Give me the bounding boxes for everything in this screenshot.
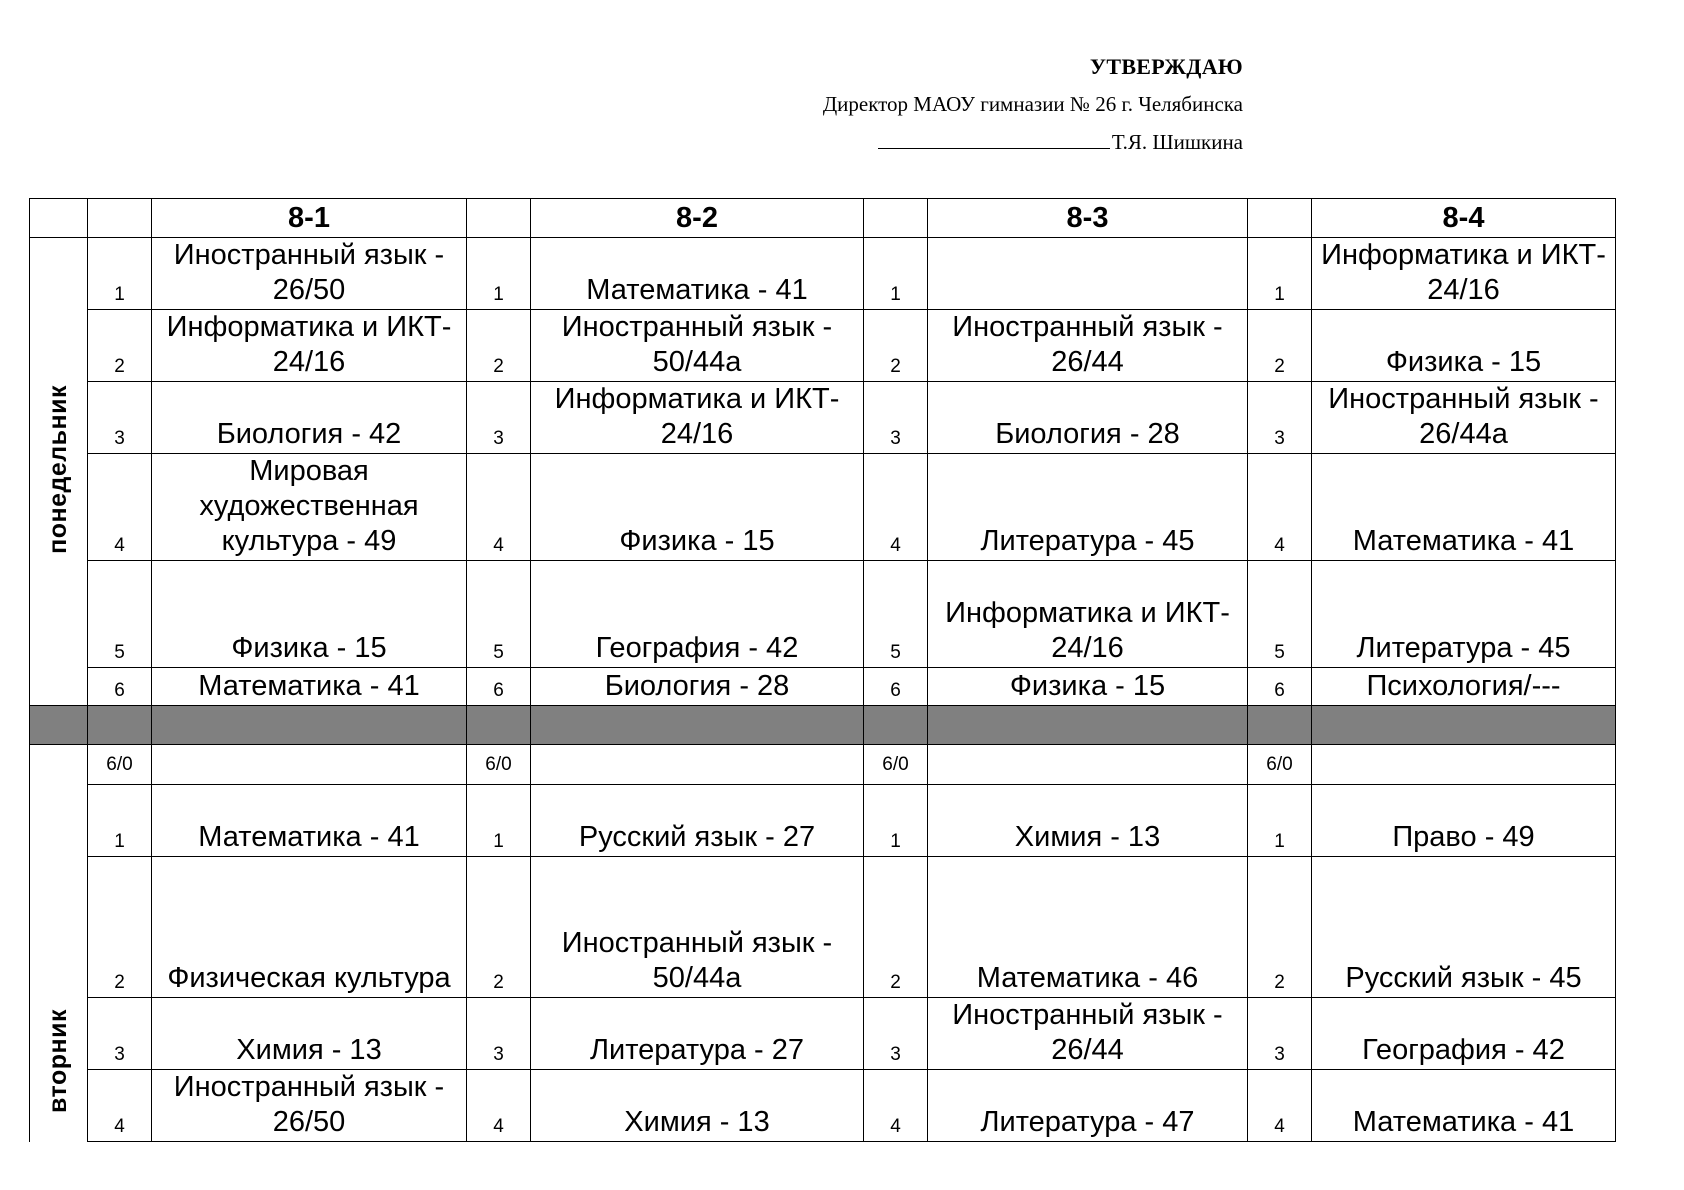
lesson-number: 5: [864, 561, 928, 668]
lesson-cell: Химия - 13: [928, 785, 1248, 857]
lesson-cell: Математика - 46: [928, 857, 1248, 998]
lesson-row: [30, 310, 1616, 382]
lesson-cell: Биология - 28: [531, 668, 864, 706]
lesson-number: 4: [1248, 1070, 1312, 1142]
ratio-row: [30, 745, 1616, 785]
lesson-number: 5: [1248, 561, 1312, 668]
lesson-cell: Математика - 41: [1312, 454, 1616, 561]
approval-director: Директор МАОУ гимназии № 26 г. Челябинска: [822, 92, 1243, 116]
lesson-cell: [928, 238, 1248, 310]
approval-signature: [878, 130, 1243, 155]
lesson-number: 4: [88, 454, 152, 561]
lesson-cell: Литература - 27: [531, 998, 864, 1070]
lesson-cell: Математика - 41: [1312, 1070, 1616, 1142]
class-header: 8-1: [152, 199, 467, 238]
lesson-cell: Право - 49: [1312, 785, 1616, 857]
lesson-cell: Математика - 41: [152, 785, 467, 857]
lesson-cell: Биология - 28: [928, 382, 1248, 454]
lesson-cell: Русский язык - 27: [531, 785, 864, 857]
lesson-cell: Литература - 45: [928, 454, 1248, 561]
lesson-number: 5: [88, 561, 152, 668]
day-label-cell: [30, 745, 88, 1142]
lesson-row: [30, 857, 1616, 998]
corner-cell: [30, 199, 88, 238]
lesson-row: [30, 454, 1616, 561]
lesson-cell: Иностранный язык - 26/44: [928, 310, 1248, 382]
lesson-number: 2: [1248, 857, 1312, 998]
lesson-number: 4: [467, 1070, 531, 1142]
lesson-number: 6: [88, 668, 152, 706]
lesson-number: 2: [467, 310, 531, 382]
ratio-cell: 6/0: [88, 745, 152, 785]
lesson-cell: Психология/---: [1312, 668, 1616, 706]
lesson-number: 4: [1248, 454, 1312, 561]
lesson-cell: Физическая культура: [152, 857, 467, 998]
lesson-number: 2: [864, 310, 928, 382]
lesson-number: 6: [467, 668, 531, 706]
lesson-number: 1: [467, 238, 531, 310]
lesson-number: 6: [864, 668, 928, 706]
lesson-cell: Информатика и ИКТ- 24/16: [531, 382, 864, 454]
lesson-number: 3: [88, 998, 152, 1070]
class-header: 8-2: [531, 199, 864, 238]
lesson-number: 3: [864, 382, 928, 454]
lesson-cell: Информатика и ИКТ- 24/16: [152, 310, 467, 382]
lesson-number: 4: [864, 1070, 928, 1142]
lesson-cell: Иностранный язык - 26/50: [152, 1070, 467, 1142]
lesson-cell: Информатика и ИКТ- 24/16: [928, 561, 1248, 668]
lesson-cell: Литература - 45: [1312, 561, 1616, 668]
lesson-number: 2: [1248, 310, 1312, 382]
lesson-cell: Информатика и ИКТ- 24/16: [1312, 238, 1616, 310]
lesson-cell: Иностранный язык - 26/44а: [1312, 382, 1616, 454]
lesson-number: 4: [864, 454, 928, 561]
lesson-number: 1: [864, 785, 928, 857]
ratio-cell: 6/0: [1248, 745, 1312, 785]
lesson-number: 1: [1248, 238, 1312, 310]
lesson-number: 3: [88, 382, 152, 454]
lesson-row: [30, 238, 1616, 310]
approval-title: УТВЕРЖДАЮ: [1089, 54, 1243, 79]
lesson-cell: География - 42: [1312, 998, 1616, 1070]
lesson-cell: Иностранный язык - 26/44: [928, 998, 1248, 1070]
header-row: [30, 199, 1616, 238]
schedule-table: [29, 198, 1616, 1142]
lesson-row: [30, 668, 1616, 706]
lesson-number: 1: [467, 785, 531, 857]
lesson-cell: Физика - 15: [152, 561, 467, 668]
lesson-number: 4: [88, 1070, 152, 1142]
lesson-number: 2: [88, 310, 152, 382]
lesson-row: [30, 382, 1616, 454]
lesson-number: 6: [1248, 668, 1312, 706]
signature-line: [878, 130, 1110, 149]
lesson-cell: Мировая художественная культура - 49: [152, 454, 467, 561]
lesson-cell: Русский язык - 45: [1312, 857, 1616, 998]
lesson-cell: Химия - 13: [152, 998, 467, 1070]
lesson-number: 5: [467, 561, 531, 668]
lesson-number: 2: [88, 857, 152, 998]
lesson-number: 2: [864, 857, 928, 998]
lesson-cell: Литература - 47: [928, 1070, 1248, 1142]
lesson-number: 3: [1248, 382, 1312, 454]
lesson-number: 3: [467, 998, 531, 1070]
lesson-number: 1: [1248, 785, 1312, 857]
lesson-cell: Физика - 15: [531, 454, 864, 561]
lesson-cell: Иностранный язык - 50/44а: [531, 857, 864, 998]
lesson-row: [30, 998, 1616, 1070]
lesson-number: 3: [467, 382, 531, 454]
lesson-row: [30, 785, 1616, 857]
lesson-cell: Физика - 15: [928, 668, 1248, 706]
lesson-number: 1: [88, 785, 152, 857]
day-label-cell: [30, 238, 88, 706]
lesson-number: 1: [88, 238, 152, 310]
lesson-cell: Химия - 13: [531, 1070, 864, 1142]
lesson-cell: География - 42: [531, 561, 864, 668]
lesson-number: 3: [1248, 998, 1312, 1070]
ratio-cell: 6/0: [467, 745, 531, 785]
lesson-cell: Биология - 42: [152, 382, 467, 454]
day-separator-row: [30, 706, 1616, 745]
lesson-number: 4: [467, 454, 531, 561]
lesson-row: [30, 561, 1616, 668]
lesson-number: 1: [864, 238, 928, 310]
lesson-cell: Математика - 41: [152, 668, 467, 706]
day-label: вторник: [44, 1008, 72, 1113]
day-label: понедельник: [44, 384, 72, 554]
lesson-cell: Физика - 15: [1312, 310, 1616, 382]
lesson-number: 2: [467, 857, 531, 998]
class-header: 8-3: [928, 199, 1248, 238]
lesson-cell: Математика - 41: [531, 238, 864, 310]
approval-signer: Т.Я. Шишкина: [1111, 130, 1243, 154]
lesson-cell: Иностранный язык - 50/44а: [531, 310, 864, 382]
class-header: 8-4: [1312, 199, 1616, 238]
lesson-number: 3: [864, 998, 928, 1070]
ratio-cell: 6/0: [864, 745, 928, 785]
lesson-row: [30, 1070, 1616, 1142]
lesson-cell: Иностранный язык - 26/50: [152, 238, 467, 310]
